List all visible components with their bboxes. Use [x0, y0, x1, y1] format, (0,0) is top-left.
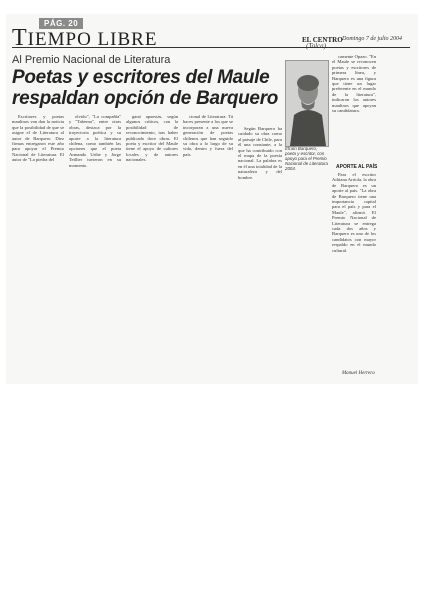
article-kicker: Al Premio Nacional de Literatura — [12, 54, 171, 66]
publication-name: EL CENTRO — [302, 36, 343, 44]
newspaper-clipping — [6, 14, 418, 384]
column-2-text: olvido", "La compañía" y "Taberna", entre otras obras, destaca por la trayectoria poética y su aporte a la literatura chilena, como también las opciones que el poeta Armando Uribe y Jorge Teillier tuvieron en su momento. — [69, 114, 121, 168]
article-column-3 — [126, 114, 178, 174]
photo-caption: Efraín Barquero, poeta y escritor, con apoyo para el Premio Nacional de Literatura 2004. — [285, 146, 328, 171]
author-portrait — [286, 61, 328, 146]
article-column-2 — [69, 114, 121, 174]
article-column-4 — [183, 114, 233, 174]
author-photo — [285, 60, 329, 147]
column-3-text: ganó apuestas, según algunos críticos, con la posibilidad de reconocimiento, tras haber publicado doce obras. El poeta y escritor del Maule tiene el apoyo de cultores locales y de autores nacionales. — [126, 114, 178, 163]
article-headline: Poetas y escritores del Maule respaldan opción de Barquero — [12, 67, 279, 109]
handwritten-note: (Talca) — [306, 42, 326, 50]
section-initial: T — [12, 25, 28, 51]
column-7-text: Para el escritor Adriana Arriola, la obra de Barquero es un aporte al país. "La obra de Barquero tiene una importancia capital para el país y para el Maule", afirmó. El Premio Nacional de Literatura se entrega cada dos años y Barquero es uno de los candidatos con mayor respaldo en el mundo cultural. — [332, 172, 376, 253]
column-4-text: cional de Literatura. Tú haces presente a los que se incorporan a una nueva generación de poetas chilenos que han seguido su obra a lo largo de su vida, dentro y fuera del país. — [183, 114, 233, 157]
page-number-badge: PÁG. 20 — [39, 18, 83, 29]
subheading: APORTE AL PAÍS — [336, 164, 378, 170]
article-column-1 — [12, 114, 64, 174]
column-6-text: camente Opazo. "En el Maule se reconocen poetas y escritores de primera línea, y Barquero es una figura que tiene un lugar preferente en el mundo de la literatura", indicaron los autores maulinos que apoyan su candidatura. — [332, 54, 376, 114]
article-column-5 — [238, 126, 282, 381]
author-signature: Manuel Herrera — [342, 371, 375, 376]
publication-date: Domingo 7 de julio 2004 — [342, 36, 402, 42]
article-column-7 — [332, 172, 376, 382]
section-name: IEMPO LIBRE — [27, 29, 158, 50]
article-column-6 — [332, 54, 376, 162]
column-1-text: Escritores y poetas maulinos van dan la noticia que la posibilidad de que se asigne el de Literatura al autor de Barquero. Diez firmas entregaron este año para apoyar el Premio Nacional de Literatura. El autor de "La piedra del — [12, 114, 64, 163]
column-5-text: Según Barquero ha cuidado su obra como al paisaje de Chile, para él una constante, a la que ha contribuido con el mapa de la poesía nacional. La palabra es en él una totalidad de la naturaleza y del hombre. — [238, 126, 282, 180]
header-rule — [12, 47, 410, 48]
